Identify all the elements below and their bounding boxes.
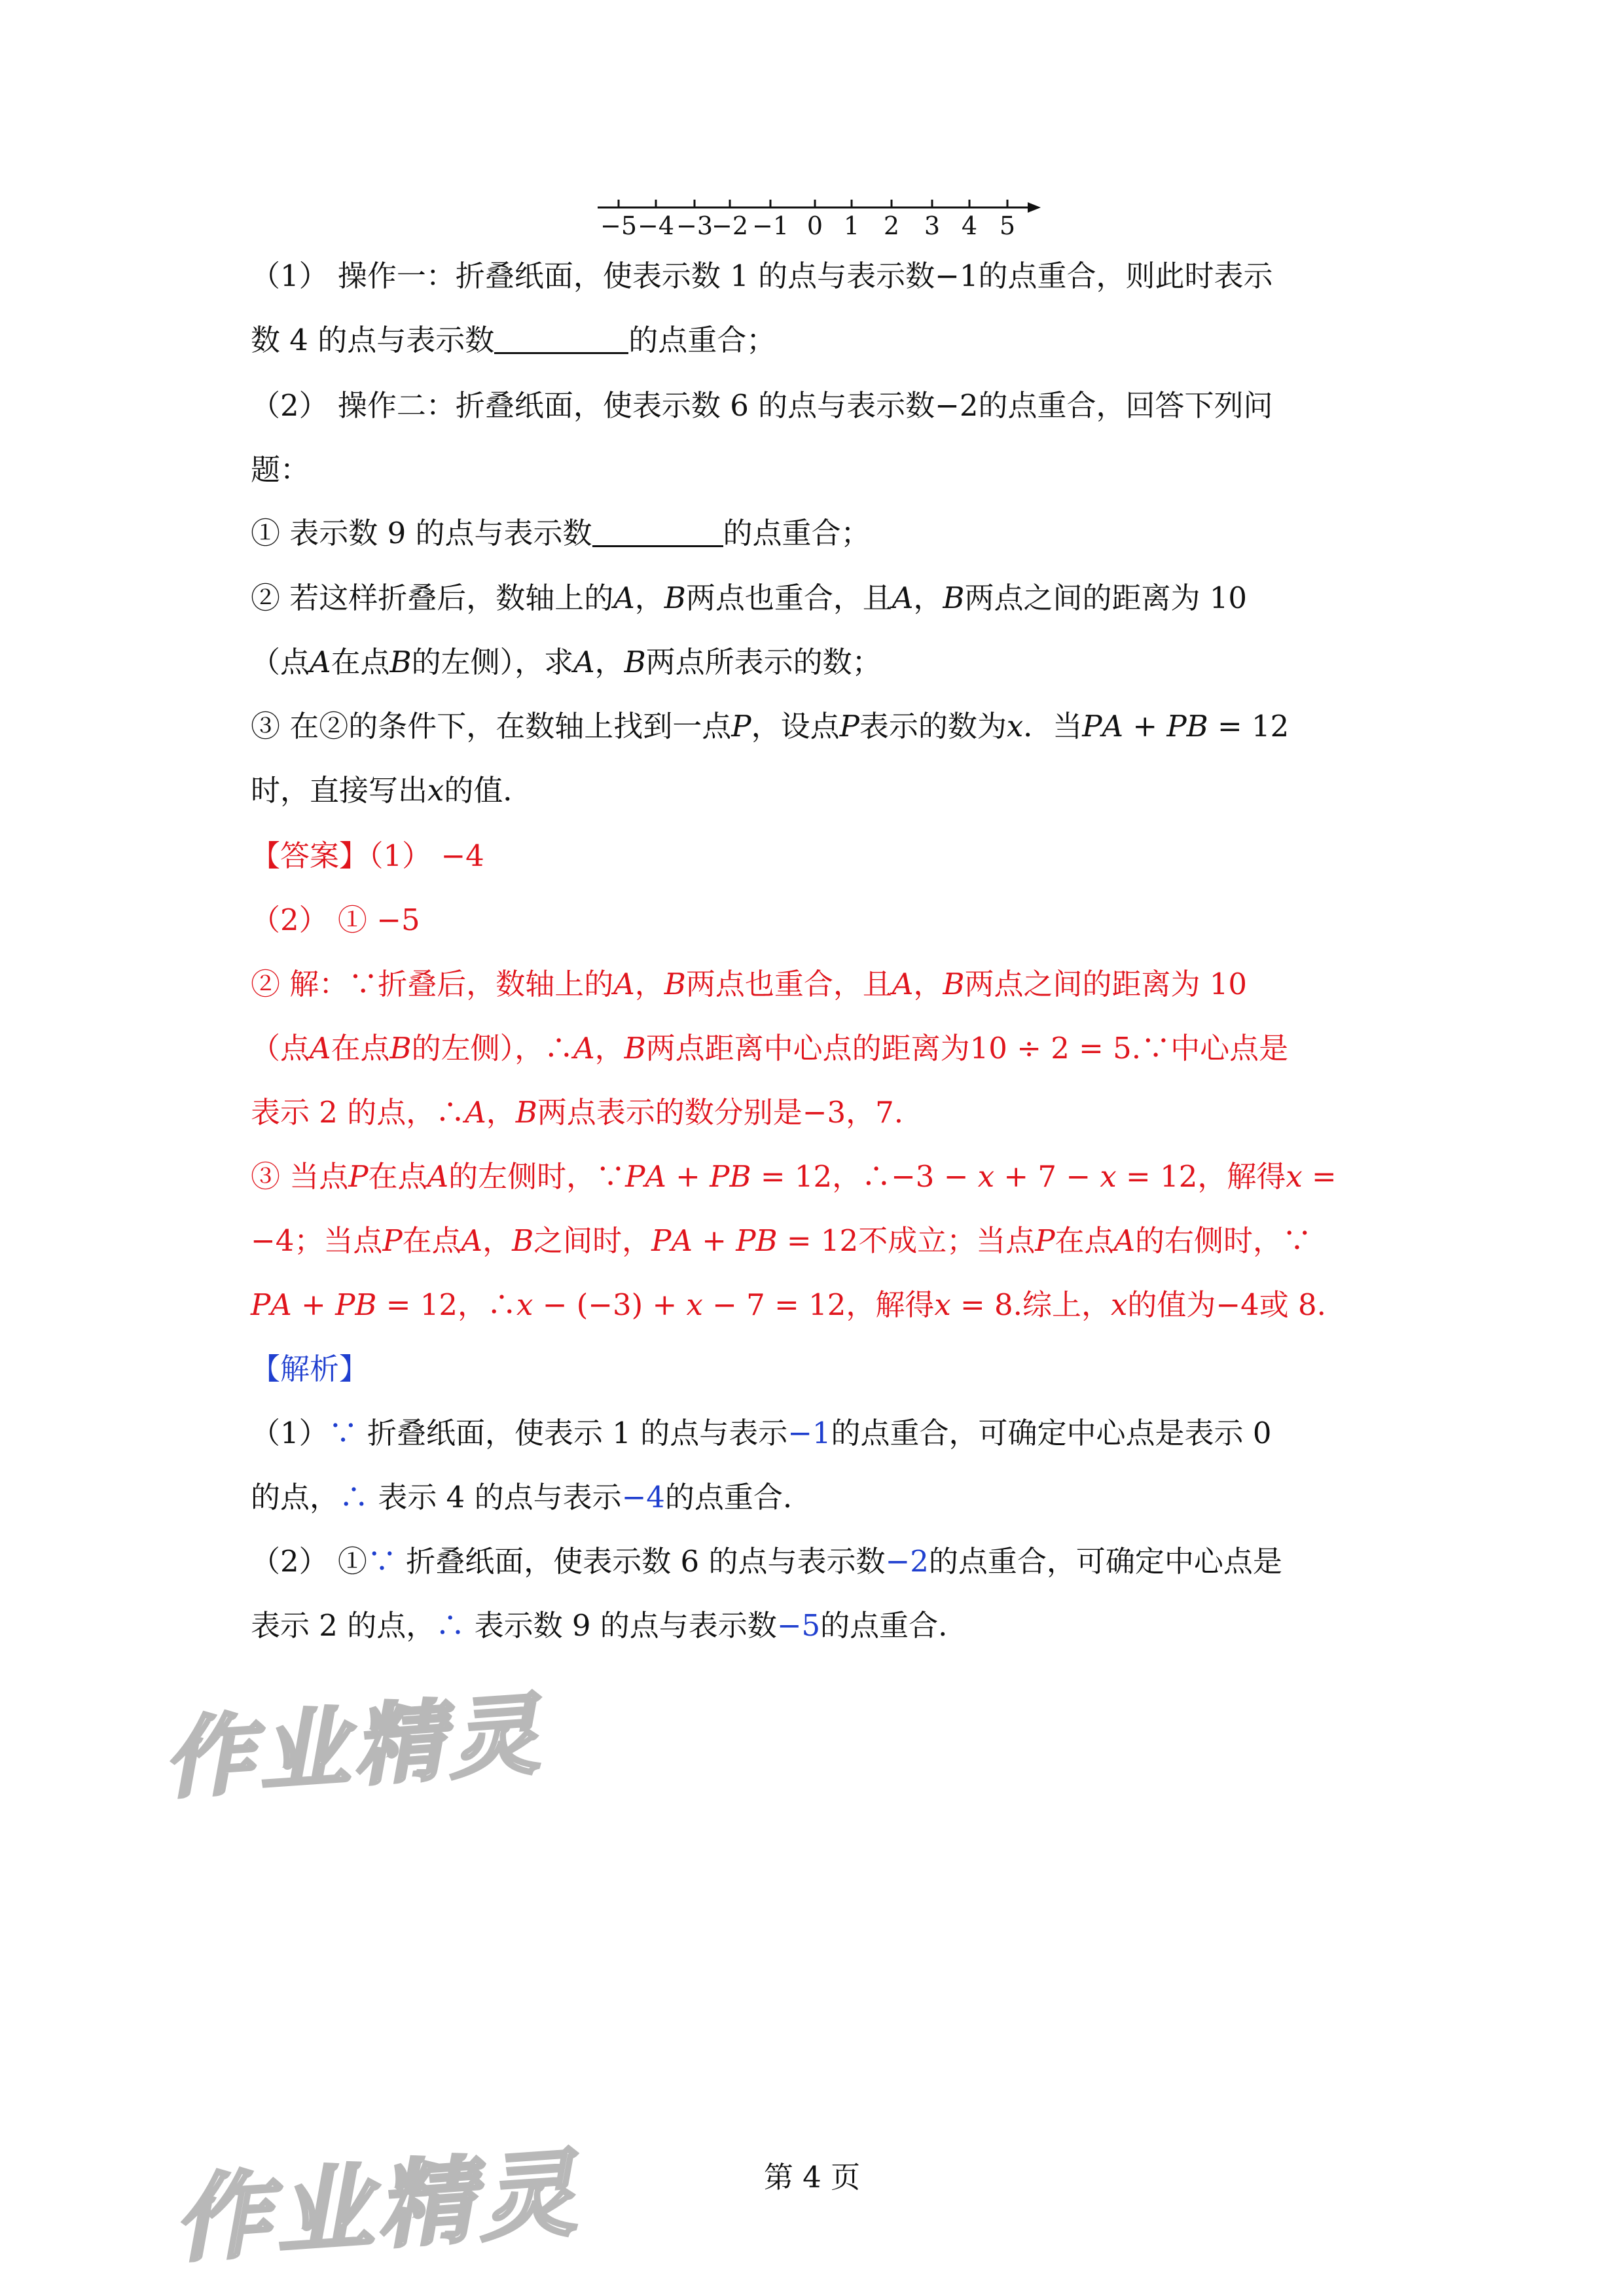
number-line-label: −2	[711, 211, 749, 240]
answer-2-3-line3: 𝑃𝐴 + 𝑃𝐵 = 12，∴𝑥 − (−3) + 𝑥 − 7 = 12，解得𝑥 = 8.综上，𝑥的值为−4或 8.	[251, 1287, 1326, 1322]
q2-1-answer-blank[interactable]	[592, 518, 723, 547]
answer-2-1: （2） ① −5	[251, 903, 420, 937]
analysis-l4-a: 表示 2 的点，	[251, 1608, 436, 1643]
analysis-tag	[251, 1350, 369, 1389]
q2-2-line1: ② 若这样折叠后，数轴上的𝐴，𝐵两点也重合，且𝐴，𝐵两点之间的距离为 10	[251, 581, 1248, 615]
q2-1-suffix: 的点重合；	[723, 516, 871, 550]
answer-line1	[251, 836, 484, 876]
q2-line1: （2） 操作二：折叠纸面，使表示数 6 的点与表示数−2的点重合，回答下列问	[251, 388, 1273, 423]
number-line-label: −5	[600, 211, 638, 240]
number-line-label: 2	[883, 211, 900, 240]
analysis-l4-e: 的点重合.	[820, 1608, 948, 1643]
number-line-label: 5	[999, 211, 1016, 240]
analysis-l2-e: 的点重合.	[664, 1480, 793, 1515]
answer-2-2-line2: （点𝐴在点𝐵的左侧），∴𝐴，𝐵两点距离中心点的距离为10 ÷ 2 = 5.∵中心点是	[251, 1031, 1289, 1066]
analysis-l3-e: 的点重合，可确定中心点是	[928, 1544, 1282, 1579]
number-line-label: −4	[637, 211, 675, 240]
therefore-symbol: ∴	[435, 1608, 465, 1643]
analysis-l1-d: −1	[787, 1416, 831, 1450]
analysis-l1-c: 折叠纸面，使表示 1 的点与表示	[357, 1416, 788, 1450]
q1-line2-prefix: 数 4 的点与表示数	[251, 323, 495, 357]
analysis-l2-d: −4	[621, 1480, 665, 1515]
analysis-l4-c: 表示数 9 的点与表示数	[465, 1608, 777, 1643]
q1-line1: （1） 操作一：折叠纸面，使表示数 1 的点与表示数−1的点重合，则此时表示	[251, 259, 1273, 293]
page-number: 第 4 页	[763, 2160, 861, 2195]
q2-line2: 题：	[251, 452, 310, 487]
q2-3-line2: 时，直接写出𝑥的值．	[251, 773, 533, 808]
q1-answer-blank[interactable]	[494, 325, 628, 354]
analysis-l2-c: 表示 4 的点与表示	[369, 1480, 622, 1515]
analysis-l2-a: 的点，	[251, 1480, 340, 1515]
analysis-l3-c: 折叠纸面，使表示数 6 的点与表示数	[396, 1544, 886, 1579]
analysis-l4-d: −5	[776, 1608, 821, 1643]
answer-2-3-line1: ③ 当点𝑃在点𝐴的左侧时，∵𝑃𝐴 + 𝑃𝐵 = 12，∴−3 − 𝑥 + 7 − 𝑥 = 12，解得𝑥 =	[251, 1159, 1337, 1194]
answer-2-2-line1: ② 解：∵折叠后，数轴上的𝐴，𝐵两点也重合，且𝐴，𝐵两点之间的距离为 10	[251, 967, 1248, 1001]
number-line-label: 1	[843, 211, 860, 240]
q1-line2	[251, 321, 776, 360]
because-symbol: ∵	[367, 1544, 397, 1579]
analysis-line4	[251, 1606, 947, 1645]
analysis-l1-a: （1）	[251, 1416, 329, 1450]
analysis-l1-e: 的点重合，可确定中心点是表示 0	[831, 1416, 1272, 1450]
q2-2-line2: （点𝐴在点𝐵的左侧），求𝐴，𝐵两点所表示的数；	[251, 645, 882, 679]
answer-1: （1） −4	[369, 838, 484, 873]
answer-2-2-line3: 表示 2 的点，∴𝐴，𝐵两点表示的数分别是−3，7.	[251, 1095, 904, 1130]
therefore-symbol: ∴	[339, 1480, 369, 1515]
q2-1-prefix: ① 表示数 9 的点与表示数	[251, 516, 592, 550]
number-line-label: 0	[806, 211, 823, 240]
because-symbol: ∵	[328, 1416, 358, 1450]
analysis-l3-a: （2） ①	[251, 1544, 367, 1579]
q2-1-line	[251, 514, 871, 553]
analysis-line2	[251, 1478, 792, 1517]
watermark-logo-bottom: 作业精灵	[172, 2137, 599, 2276]
q2-3-line1: ③ 在②的条件下，在数轴上找到一点𝑃，设点𝑃表示的数为𝑥．当𝑃𝐴 + 𝑃𝐵 = 12	[251, 709, 1290, 744]
number-line-ticks	[600, 200, 1015, 240]
analysis-line1	[251, 1414, 1271, 1453]
number-line-arrow	[1028, 202, 1041, 213]
analysis-tag-text: 【解析】	[251, 1352, 369, 1386]
watermark-logo: 作业精灵	[162, 1682, 561, 1811]
number-line-label: −3	[676, 211, 713, 240]
q1-line2-suffix: 的点重合；	[628, 323, 776, 357]
answer-2-3-line2: −4；当点𝑃在点𝐴，𝐵之间时，𝑃𝐴 + 𝑃𝐵 = 12不成立；当点𝑃在点𝐴的右侧时，∵	[251, 1223, 1312, 1258]
analysis-l3-d: −2	[885, 1544, 929, 1579]
number-line	[0, 0, 1624, 262]
number-line-label: −1	[751, 211, 789, 240]
number-line-label: 4	[961, 211, 978, 240]
answer-tag: 【答案】	[251, 838, 369, 873]
number-line-label: 3	[924, 211, 941, 240]
analysis-line3	[251, 1542, 1282, 1581]
